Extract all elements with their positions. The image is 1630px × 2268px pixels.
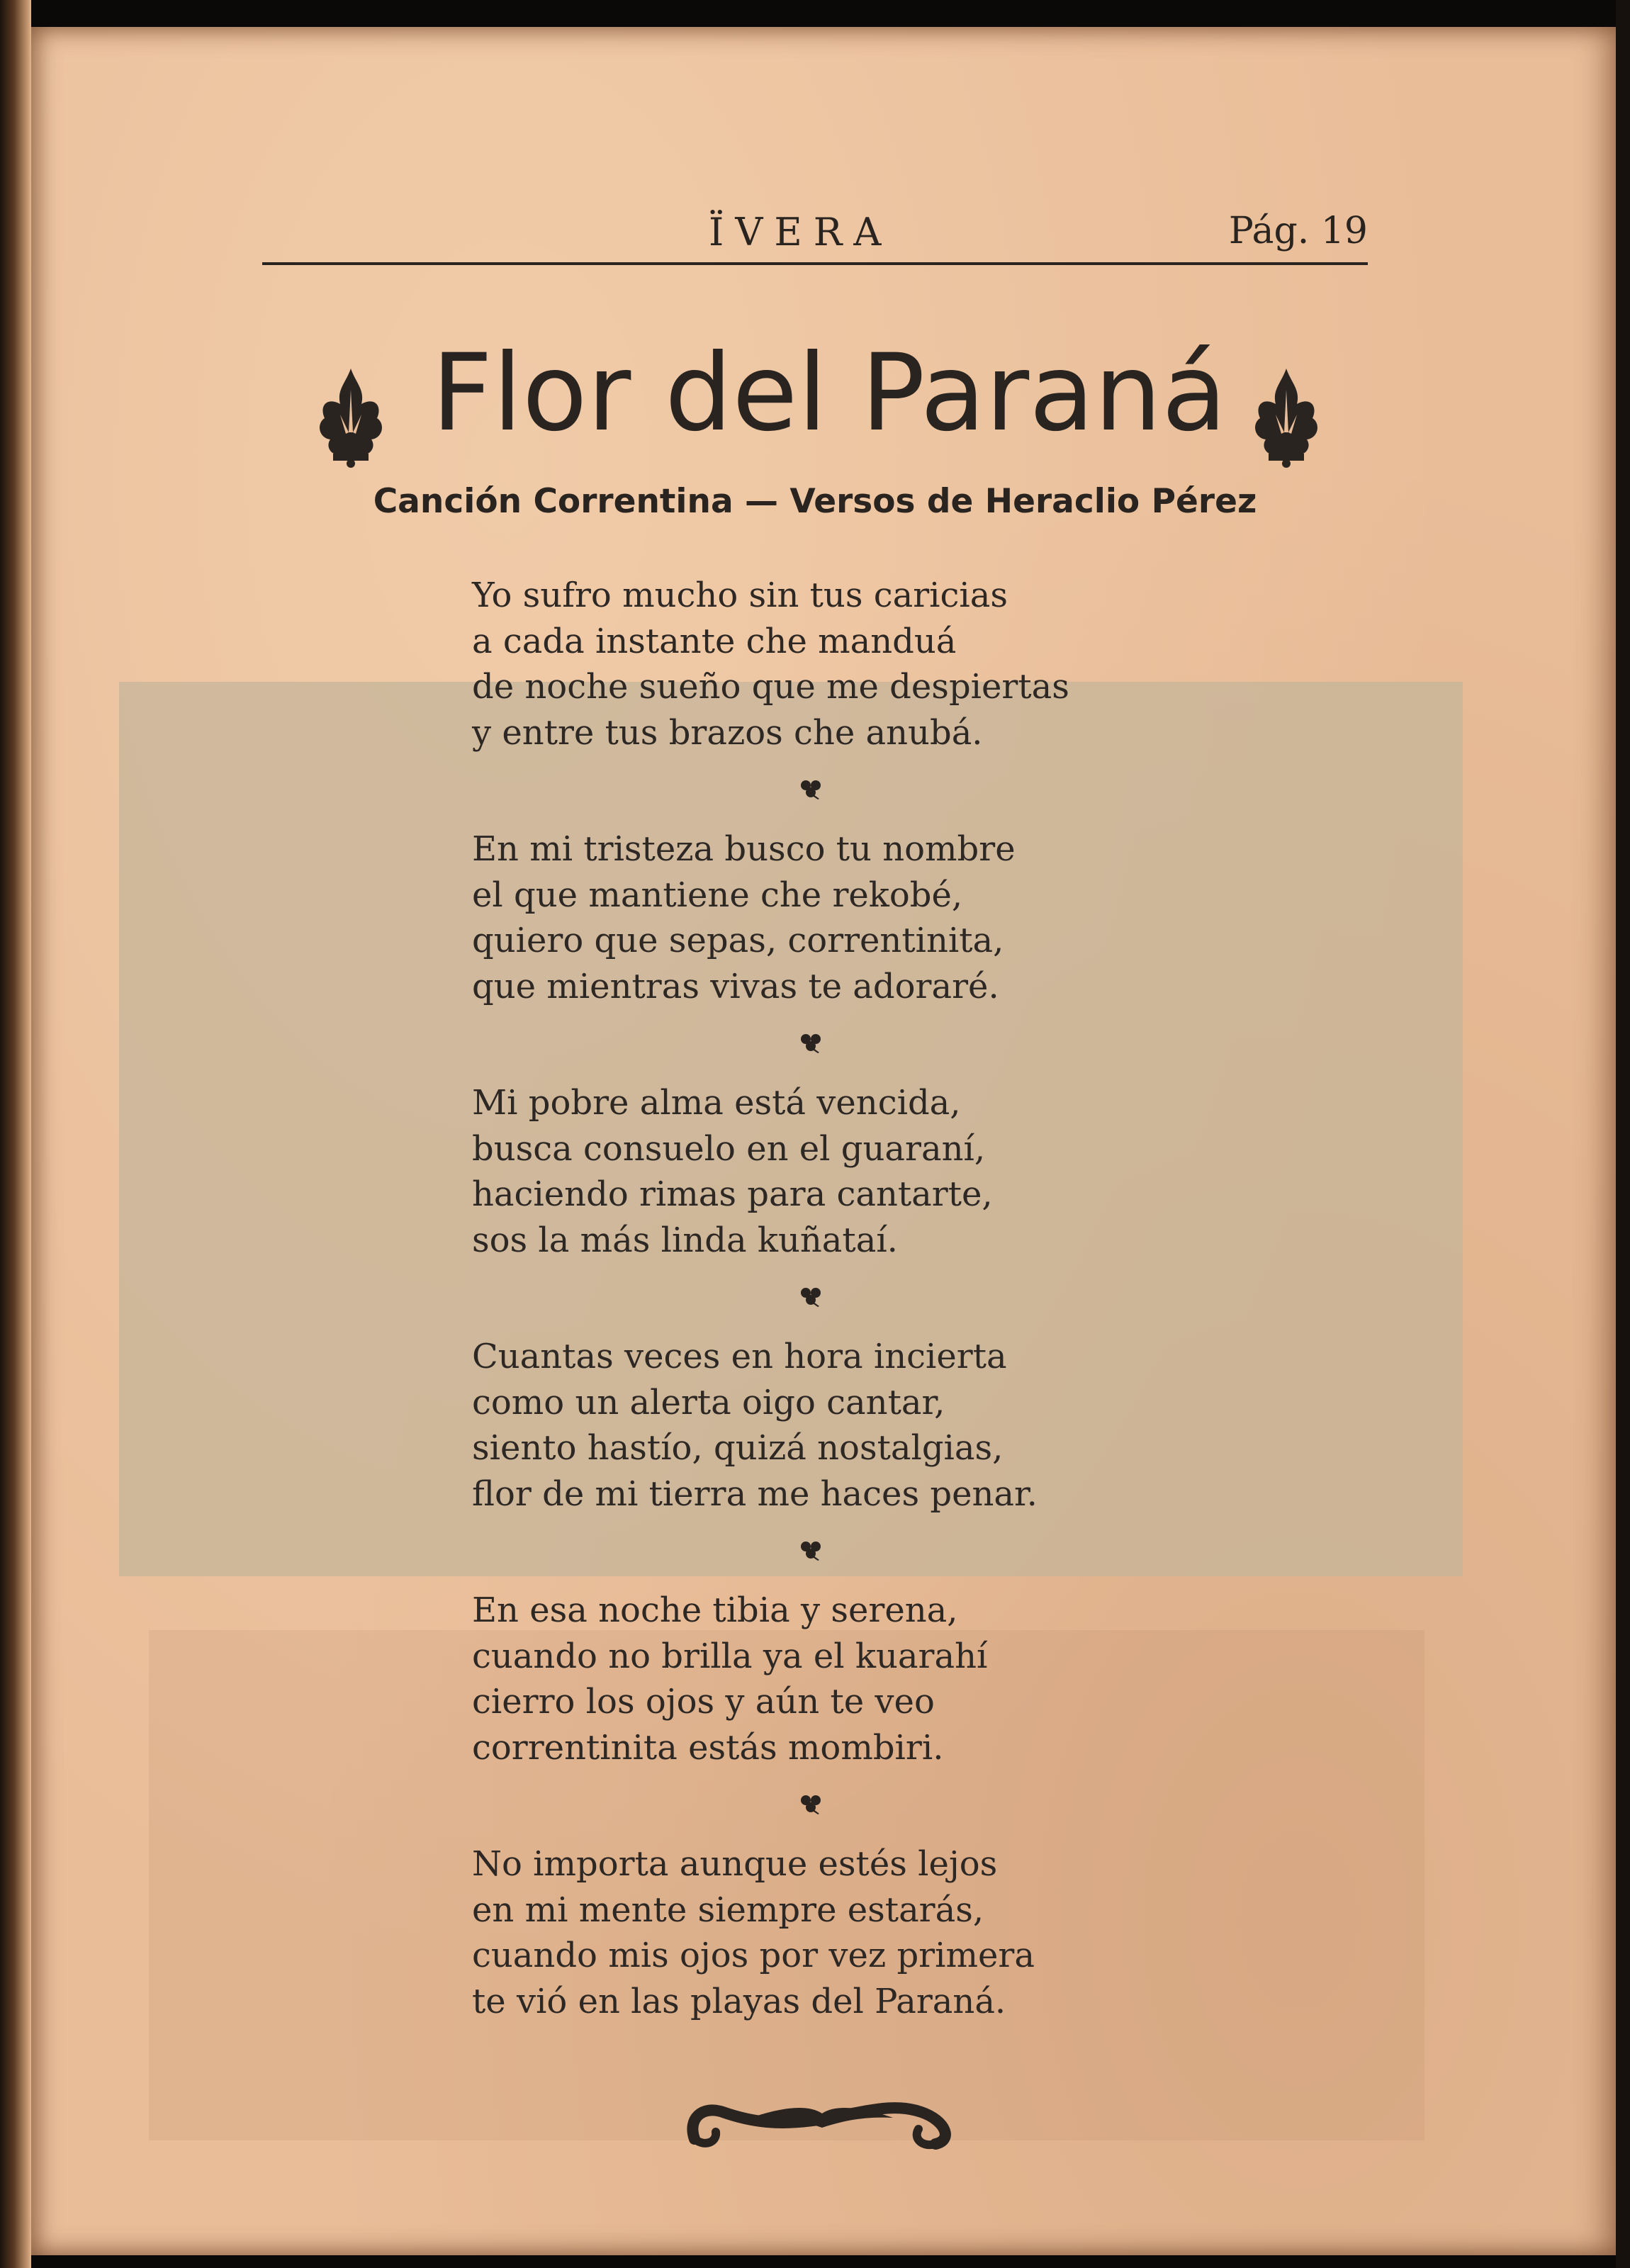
verse-line: y entre tus brazos che anubá. [472, 712, 983, 753]
verse-line: Yo sufro mucho sin tus caricias [472, 576, 1008, 615]
verse-line: En esa noche tibia y serena, [472, 1590, 958, 1630]
book-spine [0, 0, 31, 2268]
stanza [472, 1841, 1365, 2026]
verse-line: en mi mente siempre estarás, [472, 1890, 984, 1930]
trefoil-ornament-icon [798, 1793, 824, 1814]
verse-line: flor de mi tierra me haces penar. [472, 1473, 1038, 1514]
verse-line: Mi pobre alma está vencida, [472, 1083, 961, 1123]
verse-line: busca consuelo en el guaraní, [472, 1128, 986, 1169]
verse-line: a cada instante che manduá [472, 621, 957, 661]
stanza-separator [472, 1011, 1365, 1080]
stanza [472, 826, 1365, 1011]
verse-line: En mi tristeza busco tu nombre [472, 829, 1016, 869]
stanza [472, 1588, 1365, 1772]
trefoil-ornament-icon [798, 778, 824, 799]
verse-line: sos la más linda kuñataí. [472, 1220, 898, 1260]
page-edge [1616, 0, 1630, 2268]
verse-line: te vió en las playas del Paraná. [472, 1981, 1006, 2021]
verse-line: cuando mis ojos por vez primera [472, 1936, 1035, 1975]
verse-line: quiero que sepas, correntinita, [472, 921, 1004, 960]
stanza [472, 573, 1365, 757]
verse-line: como un alerta oigo cantar, [472, 1382, 945, 1422]
stanza [472, 1334, 1365, 1518]
verse-line: siento hastío, quizá nostalgias, [472, 1428, 1004, 1468]
verse-line: el que mantiene che rekobé, [472, 875, 963, 915]
verse-line: No importa aunque estés lejos [472, 1844, 998, 1884]
scroll-ornament-icon [673, 2077, 971, 2162]
stanza-separator [472, 757, 1365, 826]
verse-line: de noche sueño que me despiertas [472, 667, 1069, 707]
trefoil-ornament-icon [798, 1032, 824, 1053]
verse-line: haciendo rimas para cantarte, [472, 1174, 993, 1214]
trefoil-ornament-icon [798, 1539, 824, 1561]
header-rule [262, 262, 1368, 265]
verse-line: que mientras vivas te adoraré. [472, 966, 999, 1006]
verse-line: cierro los ojos y aún te veo [472, 1682, 935, 1722]
verse-line: cuando no brilla ya el kuarahí [472, 1636, 988, 1676]
magazine-title: ÏVERA [709, 210, 893, 254]
song-title: Flor del Paraná [431, 332, 1227, 455]
song-subtitle: Canción Correntina — Versos de Heraclio Pérez [373, 482, 1257, 521]
poem [472, 573, 1365, 2026]
acanthus-ornament-left-icon [312, 361, 390, 468]
stanza-separator [472, 1518, 1365, 1588]
running-header [262, 210, 1368, 266]
stanza-separator [472, 1772, 1365, 1841]
trefoil-ornament-icon [798, 1286, 824, 1307]
stanza-separator [472, 1264, 1365, 1334]
verse-line: Cuantas veces en hora incierta [472, 1337, 1007, 1376]
page-number: Pág. 19 [1228, 210, 1368, 252]
verse-line: correntinita estás mombiri. [472, 1727, 944, 1768]
stanza [472, 1080, 1365, 1264]
